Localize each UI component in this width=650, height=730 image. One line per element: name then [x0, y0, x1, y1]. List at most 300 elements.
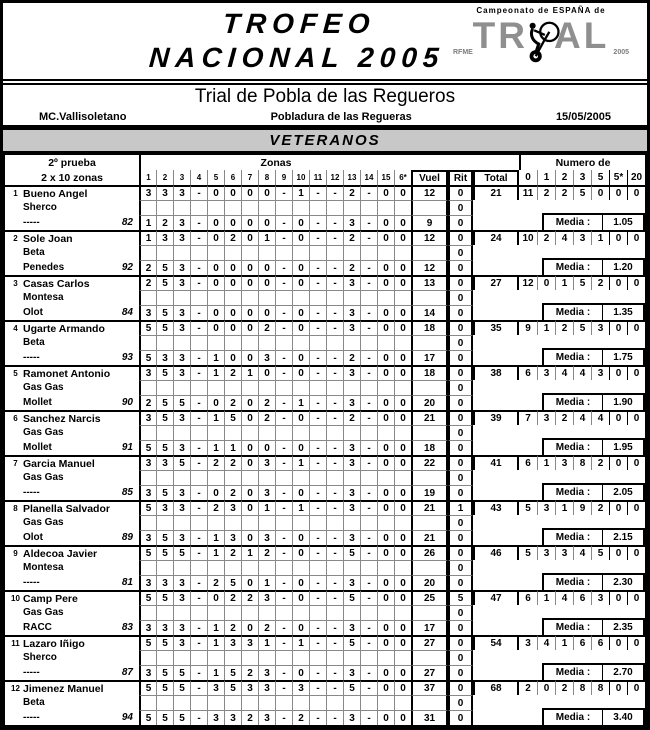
- lap2-zone-score: -: [190, 395, 207, 410]
- lap2-zone-score: 5: [156, 530, 173, 545]
- rit-mid: 0: [448, 560, 473, 575]
- lap1-zone-score: 0: [377, 320, 394, 335]
- lap2-zone-score: -: [275, 395, 292, 410]
- zone-empty-cell: [224, 695, 241, 710]
- lap2-zone-score: 5: [173, 710, 190, 725]
- rider-club: -----: [23, 217, 40, 228]
- rider-bike-cell: [5, 695, 139, 710]
- lap1-zone-score: 2: [258, 545, 275, 560]
- zone-empty-cell: [224, 380, 241, 395]
- lap2-zone-score: 3: [156, 350, 173, 365]
- lap1-zone-score: -: [326, 275, 343, 290]
- vuel-lap2: 9: [411, 215, 448, 230]
- lap1-zone-score: 0: [377, 455, 394, 470]
- lap1-zone-score: 5: [139, 545, 156, 560]
- lap1-zone-score: 0: [394, 365, 411, 380]
- lap1-zone-score: 3: [343, 365, 360, 380]
- lap2-zone-score: 1: [224, 440, 241, 455]
- count-value: 2: [537, 230, 555, 245]
- zone-empty-cell: [275, 470, 292, 485]
- lap2-zone-score: 5: [224, 665, 241, 680]
- lap2-zone-score: 5: [156, 260, 173, 275]
- media-wrap: [473, 665, 645, 680]
- lap2-zone-score: -: [309, 710, 326, 725]
- rider-bib: 87: [121, 667, 133, 678]
- rit-lap2: 0: [448, 620, 473, 635]
- zone-empty-cell: [258, 560, 275, 575]
- rit-lap2: 0: [448, 215, 473, 230]
- lap2-zone-score: 0: [377, 620, 394, 635]
- zone-empty-cell: [377, 560, 394, 575]
- lap2-zone-score: 0: [241, 485, 258, 500]
- zone-empty-cell: [377, 335, 394, 350]
- rit-mid: 0: [448, 245, 473, 260]
- vuel-empty-cell: [411, 290, 448, 305]
- count-value: 5: [573, 275, 591, 290]
- zone-empty-cell: [326, 695, 343, 710]
- lap2-zone-score: -: [190, 485, 207, 500]
- zone-empty-cell: [326, 605, 343, 620]
- rit-mid: 0: [448, 290, 473, 305]
- zone-empty-cell: [394, 650, 411, 665]
- media-label: Media :: [544, 665, 603, 680]
- zone-empty-cell: [173, 695, 190, 710]
- header-spacer: [411, 155, 519, 170]
- count-value: 0: [609, 365, 627, 380]
- lap2-zone-score: 0: [394, 395, 411, 410]
- lap1-zone-score: 0: [394, 635, 411, 650]
- zone-empty-cell: [207, 200, 224, 215]
- lap2-zone-score: -: [190, 620, 207, 635]
- zone-empty-cell: [326, 470, 343, 485]
- lap1-zone-score: -: [309, 185, 326, 200]
- vuel-empty-cell: [411, 380, 448, 395]
- lap1-zone-score: 0: [377, 410, 394, 425]
- lap1-zone-score: 5: [343, 545, 360, 560]
- numero-col-header: 5*: [609, 170, 627, 185]
- media-value: 1.90: [613, 397, 633, 408]
- lap1-zone-score: 1: [258, 635, 275, 650]
- zone-empty-cell: [394, 470, 411, 485]
- zone-empty-cell: [360, 470, 377, 485]
- lap1-zone-score: 0: [241, 410, 258, 425]
- lap2-zone-score: 2: [258, 395, 275, 410]
- lap1-zone-score: 1: [139, 230, 156, 245]
- zone-empty-cell: [343, 560, 360, 575]
- zone-empty-cell: [292, 200, 309, 215]
- lap2-zone-score: 3: [343, 620, 360, 635]
- count-value: 5: [519, 545, 537, 560]
- lap2-zone-score: 0: [292, 440, 309, 455]
- count-value: 6: [519, 590, 537, 605]
- logo-year-text: 2005: [613, 49, 629, 56]
- count-value: 0: [609, 320, 627, 335]
- media-box: [542, 708, 645, 727]
- count-value: 1: [555, 500, 573, 515]
- lap1-zone-score: 3: [258, 680, 275, 695]
- zone-empty-cell: [139, 650, 156, 665]
- lap1-zone-score: -: [190, 410, 207, 425]
- zone-empty-cell: [292, 380, 309, 395]
- zone-empty-cell: [139, 515, 156, 530]
- rider-name-cell: [5, 410, 139, 425]
- rit-lap1: 0: [448, 230, 473, 245]
- lap2-zone-score: 3: [343, 440, 360, 455]
- zone-empty-cell: [343, 380, 360, 395]
- lap1-zone-score: 0: [258, 185, 275, 200]
- lap2-zone-score: 2: [139, 395, 156, 410]
- zone-empty-cell: [224, 650, 241, 665]
- lap1-zone-score: -: [326, 545, 343, 560]
- lap1-zone-score: 0: [207, 590, 224, 605]
- lap2-zone-score: 0: [292, 215, 309, 230]
- zone-empty-cell: [292, 245, 309, 260]
- lap2-zone-score: 0: [394, 350, 411, 365]
- lap1-zone-score: -: [309, 545, 326, 560]
- numero-col-header: 5: [591, 170, 609, 185]
- lap2-zone-score: -: [275, 260, 292, 275]
- lap1-zone-score: 3: [156, 230, 173, 245]
- zone-empty-cell: [241, 650, 258, 665]
- event-location: Pobladura de las Regueras: [270, 111, 412, 123]
- zone-empty-cell: [275, 200, 292, 215]
- lap2-zone-score: 3: [173, 305, 190, 320]
- zone-empty-cell: [224, 425, 241, 440]
- zone-empty-cell: [394, 290, 411, 305]
- lap2-zone-score: 3: [258, 665, 275, 680]
- zone-empty-cell: [258, 470, 275, 485]
- media-value: 1.35: [613, 307, 633, 318]
- lap1-zone-score: 1: [292, 635, 309, 650]
- lap1-zone-score: 1: [241, 545, 258, 560]
- rider-club: -----: [23, 712, 40, 723]
- zone-empty-cell: [173, 605, 190, 620]
- rider-club: -----: [23, 667, 40, 678]
- rider-position: 1: [13, 189, 18, 198]
- lap1-zone-score: 2: [224, 455, 241, 470]
- zone-empty-cell: [343, 425, 360, 440]
- lap2-zone-score: -: [326, 395, 343, 410]
- count-value: 0: [627, 455, 645, 470]
- zone-empty-cell: [377, 380, 394, 395]
- rider-name-cell: [5, 590, 139, 605]
- zone-empty-cell: [173, 335, 190, 350]
- lap1-zone-score: -: [275, 365, 292, 380]
- lap2-zone-score: 0: [258, 215, 275, 230]
- lap2-zone-score: 0: [377, 350, 394, 365]
- zone-empty-cell: [360, 200, 377, 215]
- rider-name: Planella Salvador: [23, 502, 110, 515]
- lap2-zone-score: 3: [343, 485, 360, 500]
- zone-empty-cell: [156, 560, 173, 575]
- lap1-zone-score: -: [275, 275, 292, 290]
- zone-empty-cell: [241, 515, 258, 530]
- media-wrap: [473, 215, 645, 230]
- lap1-zone-score: -: [190, 455, 207, 470]
- zone-empty-cell: [156, 200, 173, 215]
- total-value: 54: [473, 635, 519, 650]
- total-value: 27: [473, 275, 519, 290]
- lap2-zone-score: 3: [173, 260, 190, 275]
- vuel-empty-cell: [411, 245, 448, 260]
- lap1-zone-score: 0: [377, 500, 394, 515]
- total-value: 39: [473, 410, 519, 425]
- lap1-zone-score: 2: [343, 230, 360, 245]
- lap2-zone-score: -: [326, 305, 343, 320]
- lap2-zone-score: 5: [156, 440, 173, 455]
- count-value: 3: [573, 230, 591, 245]
- lap2-zone-score: 3: [343, 530, 360, 545]
- zone-empty-cell: [326, 650, 343, 665]
- vuel-lap2: 19: [411, 485, 448, 500]
- total-value: 35: [473, 320, 519, 335]
- lap2-zone-score: -: [275, 305, 292, 320]
- vuel-lap1: 18: [411, 365, 448, 380]
- lap2-zone-score: 5: [173, 395, 190, 410]
- count-value: 4: [555, 230, 573, 245]
- count-value: 2: [591, 455, 609, 470]
- lap1-zone-score: 5: [139, 320, 156, 335]
- media-label: Media :: [544, 260, 603, 275]
- lap1-zone-score: 0: [377, 185, 394, 200]
- zone-empty-cell: [139, 605, 156, 620]
- lap1-zone-score: 3: [292, 680, 309, 695]
- media-value: 1.05: [613, 217, 633, 228]
- lap1-zone-score: 0: [224, 320, 241, 335]
- lap1-zone-score: 2: [224, 230, 241, 245]
- count-value: 4: [555, 590, 573, 605]
- lap1-zone-score: 5: [156, 680, 173, 695]
- zone-empty-cell: [224, 200, 241, 215]
- vuel-lap1: 18: [411, 320, 448, 335]
- lap1-zone-score: 0: [394, 230, 411, 245]
- zone-empty-cell: [309, 560, 326, 575]
- zone-empty-cell: [360, 380, 377, 395]
- lap1-zone-score: 2: [241, 590, 258, 605]
- lap1-zone-score: 0: [394, 680, 411, 695]
- lap1-zone-score: 3: [258, 455, 275, 470]
- lap1-zone-score: 2: [207, 455, 224, 470]
- rider-club-cell: [5, 710, 139, 725]
- zone-empty-cell: [207, 245, 224, 260]
- count-value: 5: [573, 185, 591, 200]
- zone-empty-cell: [156, 695, 173, 710]
- lap1-zone-score: -: [190, 500, 207, 515]
- numero-group-header: Numero de: [519, 155, 645, 170]
- rit-lap1: 0: [448, 320, 473, 335]
- media-value: 1.95: [613, 442, 633, 453]
- lap1-zone-score: 0: [207, 320, 224, 335]
- count-value: 0: [537, 275, 555, 290]
- lap2-zone-score: 0: [241, 575, 258, 590]
- zone-empty-cell: [156, 650, 173, 665]
- zone-empty-cell: [377, 290, 394, 305]
- lap1-zone-score: 2: [224, 365, 241, 380]
- zone-empty-cell: [190, 425, 207, 440]
- lap1-zone-score: 0: [394, 320, 411, 335]
- lap1-zone-score: 3: [343, 275, 360, 290]
- lap1-zone-score: 3: [173, 410, 190, 425]
- lap2-zone-score: -: [275, 215, 292, 230]
- lap1-zone-score: 3: [173, 590, 190, 605]
- vuel-empty-cell: [411, 605, 448, 620]
- rit-mid: 0: [448, 605, 473, 620]
- lap1-zone-score: 3: [173, 275, 190, 290]
- rit-lap2: 0: [448, 260, 473, 275]
- media-value: 2.30: [613, 577, 633, 588]
- lap2-zone-score: 2: [343, 350, 360, 365]
- rider-name-cell: [5, 185, 139, 200]
- rider-bike: Beta: [23, 247, 45, 258]
- lap2-zone-score: 0: [292, 260, 309, 275]
- rider-name: Sanchez Narcis: [23, 412, 101, 425]
- lap2-zone-score: -: [190, 575, 207, 590]
- count-value: 0: [627, 545, 645, 560]
- zone-empty-cell: [360, 650, 377, 665]
- count-value: 2: [591, 275, 609, 290]
- lap2-zone-score: 3: [173, 575, 190, 590]
- zone-empty-cell: [377, 650, 394, 665]
- rider-position: 7: [13, 459, 18, 468]
- lap1-zone-score: 5: [139, 635, 156, 650]
- lap1-zone-score: 0: [394, 275, 411, 290]
- count-value: 0: [627, 635, 645, 650]
- lap1-zone-score: 3: [139, 410, 156, 425]
- rit-lap2: 0: [448, 395, 473, 410]
- zone-empty-cell: [343, 290, 360, 305]
- lap1-zone-score: -: [275, 230, 292, 245]
- numero-col-header: 20: [627, 170, 645, 185]
- lap1-zone-score: 0: [241, 320, 258, 335]
- lap1-zone-score: -: [309, 275, 326, 290]
- lap1-zone-score: -: [326, 185, 343, 200]
- zone-empty-cell: [394, 380, 411, 395]
- lap2-zone-score: 3: [343, 305, 360, 320]
- media-value: 1.75: [613, 352, 633, 363]
- lap1-zone-score: -: [309, 230, 326, 245]
- zone-empty-cell: [343, 695, 360, 710]
- count-value: 0: [609, 410, 627, 425]
- lap2-zone-score: 3: [224, 710, 241, 725]
- rider-position: 9: [13, 549, 18, 558]
- zone-empty-cell: [377, 245, 394, 260]
- lap2-zone-score: 0: [224, 305, 241, 320]
- lap1-zone-score: 0: [241, 455, 258, 470]
- rider-name: Garcia Manuel: [23, 457, 95, 470]
- zone-empty-cell: [343, 245, 360, 260]
- count-value: 0: [627, 590, 645, 605]
- zone-empty-cell: [309, 200, 326, 215]
- lap1-zone-score: 3: [139, 365, 156, 380]
- zone-empty-cell: [207, 560, 224, 575]
- count-value: 1: [537, 590, 555, 605]
- zone-empty-cell: [360, 425, 377, 440]
- lap1-zone-score: 1: [292, 185, 309, 200]
- rit-mid: 0: [448, 650, 473, 665]
- media-label: Media :: [544, 215, 603, 230]
- lap2-zone-score: 1: [258, 575, 275, 590]
- rit-lap1: 0: [448, 365, 473, 380]
- lap1-zone-score: 3: [139, 185, 156, 200]
- lap2-zone-score: 3: [139, 665, 156, 680]
- rider-name: Lazaro Iñigo: [23, 637, 85, 650]
- zone-empty-cell: [156, 515, 173, 530]
- lap1-zone-score: 0: [292, 275, 309, 290]
- lap2-zone-score: 2: [207, 575, 224, 590]
- rider-position: 12: [11, 684, 20, 693]
- lap2-zone-score: 2: [224, 485, 241, 500]
- media-wrap: [473, 485, 645, 500]
- media-value: 3.40: [613, 712, 633, 723]
- rider-club-cell: [5, 260, 139, 275]
- lap1-zone-score: -: [360, 635, 377, 650]
- media-label: Media :: [544, 575, 603, 590]
- lap2-zone-score: 3: [258, 710, 275, 725]
- vuel-lap2: 12: [411, 260, 448, 275]
- rider-name-cell: [5, 635, 139, 650]
- vuel-empty-cell: [411, 470, 448, 485]
- rit-mid: 0: [448, 380, 473, 395]
- lap2-zone-score: -: [326, 530, 343, 545]
- count-value: 4: [537, 635, 555, 650]
- media-value: 2.35: [613, 622, 633, 633]
- rider-club: Mollet: [23, 397, 52, 408]
- lap1-zone-score: -: [309, 455, 326, 470]
- zone-empty-cell: [275, 605, 292, 620]
- count-value: 3: [537, 410, 555, 425]
- rit-lap1: 0: [448, 410, 473, 425]
- lap2-zone-score: -: [190, 710, 207, 725]
- lap1-zone-score: 5: [156, 275, 173, 290]
- zone-empty-cell: [377, 605, 394, 620]
- count-value: 5: [573, 320, 591, 335]
- rider-bike: Sherco: [23, 202, 57, 213]
- zone-empty-cell: [326, 380, 343, 395]
- lap1-zone-score: -: [326, 230, 343, 245]
- media-label: Media :: [544, 710, 603, 725]
- zone-empty-cell: [343, 515, 360, 530]
- lap1-zone-score: 1: [207, 635, 224, 650]
- zone-empty-cell: [173, 470, 190, 485]
- count-value: 3: [591, 320, 609, 335]
- total-value: 68: [473, 680, 519, 695]
- zone-empty-cell: [292, 605, 309, 620]
- count-value: 3: [537, 365, 555, 380]
- zone-empty-cell: [275, 650, 292, 665]
- rider-bike: Gas Gas: [23, 517, 64, 528]
- lap2-zone-score: -: [190, 260, 207, 275]
- lap2-zone-score: -: [275, 350, 292, 365]
- zone-empty-cell: [156, 605, 173, 620]
- zone-col-header: 4: [190, 170, 207, 185]
- zone-empty-cell: [173, 290, 190, 305]
- lap1-zone-score: 0: [394, 590, 411, 605]
- zone-empty-cell: [292, 335, 309, 350]
- lap2-zone-score: -: [360, 305, 377, 320]
- media-value: 2.15: [613, 532, 633, 543]
- zone-empty-cell: [241, 605, 258, 620]
- media-wrap: [473, 305, 645, 320]
- lap2-zone-score: 0: [394, 665, 411, 680]
- zone-empty-cell: [139, 380, 156, 395]
- media-wrap: [473, 260, 645, 275]
- zone-empty-cell: [275, 515, 292, 530]
- zone-col-header: 1: [139, 170, 156, 185]
- lap2-zone-score: 0: [394, 710, 411, 725]
- media-wrap: [473, 530, 645, 545]
- lap1-zone-score: 3: [173, 500, 190, 515]
- zone-empty-cell: [156, 290, 173, 305]
